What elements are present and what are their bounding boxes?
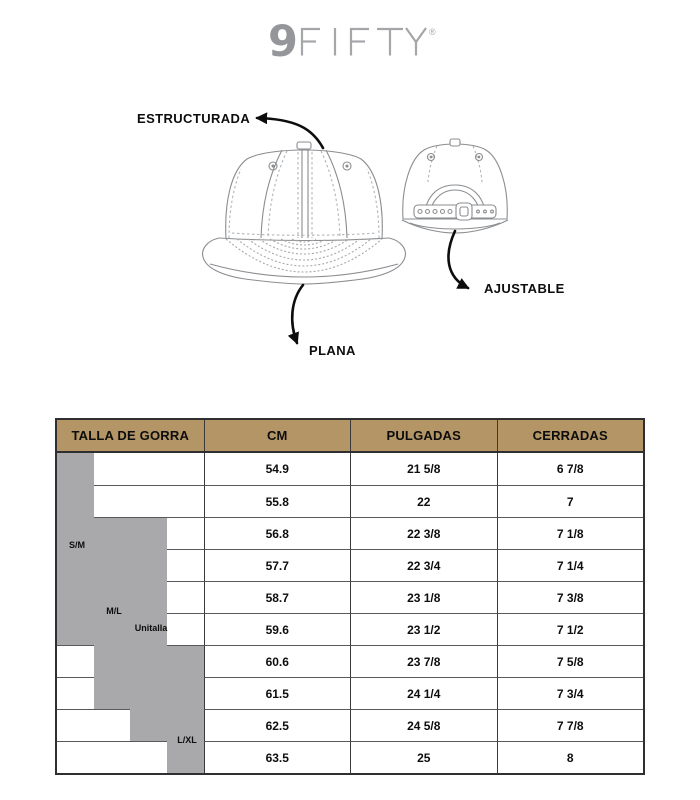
plana-arrow	[292, 285, 303, 343]
size-bar-segment	[57, 581, 94, 613]
registered-mark: ®	[429, 27, 436, 37]
cerradas-cell: 7 5/8	[497, 645, 644, 677]
size-coverage-cell	[57, 645, 204, 677]
size-empty-segment	[57, 645, 94, 677]
table-row	[57, 677, 643, 709]
size-table	[55, 418, 645, 775]
pulgadas-cell: 22	[350, 485, 497, 517]
cerradas-cell: 8	[497, 741, 644, 773]
size-coverage-cell	[57, 741, 204, 773]
ajustable-label: AJUSTABLE	[484, 281, 565, 296]
size-coverage-cell	[57, 549, 204, 581]
cerradas-cell: 7 1/2	[497, 613, 644, 645]
size-bar-segment	[130, 709, 167, 741]
pulgadas-cell: 23 1/2	[350, 613, 497, 645]
size-bar-segment	[130, 581, 167, 613]
cm-cell: 55.8	[204, 485, 351, 517]
cm-cell: 58.7	[204, 581, 351, 613]
size-empty-segment	[57, 709, 94, 741]
size-empty-segment	[94, 453, 131, 485]
pulgadas-cell: 24 5/8	[350, 709, 497, 741]
table-row	[57, 453, 643, 485]
cerradas-cell: 7 3/8	[497, 581, 644, 613]
size-bar-segment	[130, 677, 167, 709]
table-row	[57, 485, 643, 517]
pulgadas-cell: 23 1/8	[350, 581, 497, 613]
size-coverage-cell	[57, 677, 204, 709]
table-header-row	[57, 420, 643, 453]
size-coverage-cell	[57, 581, 204, 613]
size-coverage-cell	[57, 613, 204, 645]
cm-cell: 60.6	[204, 645, 351, 677]
size-bar-segment	[167, 645, 204, 677]
size-empty-segment	[57, 741, 94, 773]
size-empty-segment	[57, 677, 94, 709]
size-bar-segment	[130, 517, 167, 549]
table-row	[57, 549, 643, 581]
size-bar-segment	[57, 613, 94, 645]
header-cerradas: CERRADAS	[497, 420, 644, 451]
size-bar-segment	[94, 549, 131, 581]
pulgadas-cell: 25	[350, 741, 497, 773]
size-bar-segment	[57, 485, 94, 517]
size-bar-segment	[94, 613, 131, 645]
pulgadas-cell: 22 3/8	[350, 517, 497, 549]
front-cap-illustration	[203, 142, 406, 284]
cerradas-cell: 7 1/4	[497, 549, 644, 581]
pulgadas-cell: 24 1/4	[350, 677, 497, 709]
size-bar-segment	[130, 549, 167, 581]
cerradas-cell: 7 3/4	[497, 677, 644, 709]
estructurada-label: ESTRUCTURADA	[137, 111, 251, 126]
table-row	[57, 741, 643, 773]
size-bar-segment	[130, 645, 167, 677]
cerradas-cell: 7 7/8	[497, 709, 644, 741]
table-row	[57, 709, 643, 741]
size-bar-segment	[167, 741, 204, 773]
size-bar-segment	[94, 645, 131, 677]
estructurada-arrow	[257, 118, 323, 148]
size-empty-segment	[167, 485, 204, 517]
size-empty-segment	[94, 485, 131, 517]
cm-cell: 54.9	[204, 453, 351, 485]
cerradas-cell: 7	[497, 485, 644, 517]
size-empty-segment	[130, 741, 167, 773]
size-empty-segment	[167, 517, 204, 549]
pulgadas-cell: 23 7/8	[350, 645, 497, 677]
size-label-lxl: L/XL	[177, 735, 197, 745]
cerradas-cell: 6 7/8	[497, 453, 644, 485]
cm-cell: 61.5	[204, 677, 351, 709]
pulgadas-cell: 22 3/4	[350, 549, 497, 581]
table-row	[57, 645, 643, 677]
cerradas-cell: 7 1/8	[497, 517, 644, 549]
size-empty-segment	[130, 485, 167, 517]
pulgadas-cell: 21 5/8	[350, 453, 497, 485]
cm-cell: 62.5	[204, 709, 351, 741]
cm-cell: 63.5	[204, 741, 351, 773]
size-empty-segment	[167, 453, 204, 485]
size-label-ml: M/L	[106, 606, 122, 616]
header-talla-de-gorra: TALLA DE GORRA	[71, 428, 190, 443]
cm-cell: 57.7	[204, 549, 351, 581]
ajustable-arrow	[448, 231, 468, 288]
size-label-unitalla: Unitalla	[134, 623, 168, 633]
table-row	[57, 581, 643, 613]
size-empty-segment	[167, 581, 204, 613]
logo-nine-digit: 9	[268, 17, 298, 67]
header-cm: CM	[204, 420, 351, 451]
size-empty-segment	[130, 453, 167, 485]
size-bar-segment	[57, 549, 94, 581]
cm-cell: 56.8	[204, 517, 351, 549]
size-coverage-cell	[57, 453, 204, 485]
size-label-sm: S/M	[68, 540, 86, 550]
size-empty-segment	[167, 613, 204, 645]
size-bar-segment	[94, 517, 131, 549]
back-cap-illustration	[402, 139, 508, 233]
plana-label: PLANA	[309, 343, 356, 358]
size-empty-segment	[94, 741, 131, 773]
size-bar-segment	[57, 453, 94, 485]
size-empty-segment	[167, 549, 204, 581]
size-empty-segment	[94, 709, 131, 741]
size-bar-segment	[94, 677, 131, 709]
header-pulgadas: PULGADAS	[350, 420, 497, 451]
table-row	[57, 517, 643, 549]
cm-cell: 59.6	[204, 613, 351, 645]
table-body	[57, 453, 643, 773]
size-coverage-cell	[57, 485, 204, 517]
size-bar-segment	[167, 677, 204, 709]
